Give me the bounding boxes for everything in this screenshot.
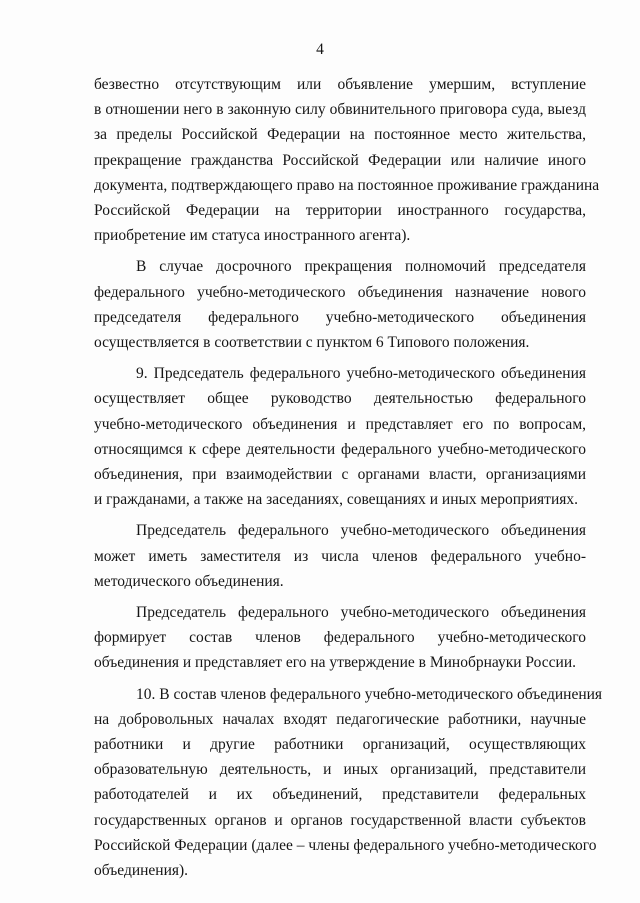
paragraph-composition: [94, 600, 586, 676]
text-line: В случае досрочного прекращения полномочий председателя: [136, 258, 586, 276]
text-line: государственных органов и органов государственной власти субъектов: [94, 811, 586, 829]
text-line: приобретение им статуса иностранного агента).: [94, 227, 411, 245]
text-line: Председатель федерального учебно-методического объединения: [136, 604, 586, 622]
text-line: 10. В состав членов федерального учебно-методического объединения: [136, 685, 603, 703]
text-line: безвестно отсутствующим или объявление умершим, вступление: [94, 76, 586, 93]
text-line: работодателей и их объединений, представители федеральных: [94, 786, 586, 804]
paragraph-item-9: [94, 361, 586, 512]
text-line: председателя федерального учебно-методического объединения: [94, 308, 586, 326]
text-line: методического объединения.: [94, 572, 284, 590]
text-line: за пределы Российской Федерации на постоянное место жительства,: [94, 126, 586, 144]
paragraph-continuation: [94, 72, 600, 248]
page-number: 4: [316, 41, 324, 58]
text-line: Председатель федерального учебно-методического объединения: [136, 522, 586, 540]
paragraph-item-10: [94, 682, 603, 884]
text-line: прекращение гражданства Российской Федерации или наличие иного: [94, 151, 586, 169]
text-line: 9. Председатель федерального учебно-методического объединения: [136, 365, 586, 383]
text-line: осуществляет общее руководство деятельностью федерального: [94, 390, 586, 408]
text-line: и гражданами, а также на заседаниях, совещаниях и иных мероприятиях.: [94, 491, 579, 509]
text-line: работники и другие работники организаций, осуществляющих: [94, 736, 586, 754]
text-line: относящимся к сфере деятельности федерального учебно-методического: [94, 440, 586, 458]
document-body: [94, 72, 603, 883]
text-line: на добровольных началах входят педагогические работники, научные: [94, 710, 586, 728]
text-line: объединения и представляет его на утверждение в Минобрнауки России.: [94, 654, 577, 672]
text-line: объединения, при взаимодействии с органами власти, организациями: [94, 466, 586, 484]
text-line: Российской Федерации (далее – члены федерального учебно-методического: [94, 836, 597, 854]
text-line: образовательную деятельность, и иных организаций, представители: [94, 761, 586, 779]
text-line: формирует состав членов федерального учебно-методического: [94, 629, 586, 647]
text-line: может иметь заместителя из числа членов федерального учебно-: [94, 547, 586, 565]
text-line: Российской Федерации на территории иностранного государства,: [94, 202, 586, 220]
text-line: объединения).: [94, 862, 189, 880]
text-line: в отношении него в законную силу обвинительного приговора суда, выезд: [94, 101, 586, 119]
text-line: осуществляется в соответствии с пунктом 6 Типового положения.: [94, 334, 530, 352]
paragraph-early-termination: [94, 254, 586, 355]
text-line: документа, подтверждающего право на постоянное проживание гражданина: [94, 176, 600, 194]
text-line: федерального учебно-методического объединения назначение нового: [94, 283, 586, 301]
paragraph-deputy: [94, 518, 586, 594]
text-line: учебно-методического объединения и представляет его по вопросам,: [94, 415, 586, 433]
